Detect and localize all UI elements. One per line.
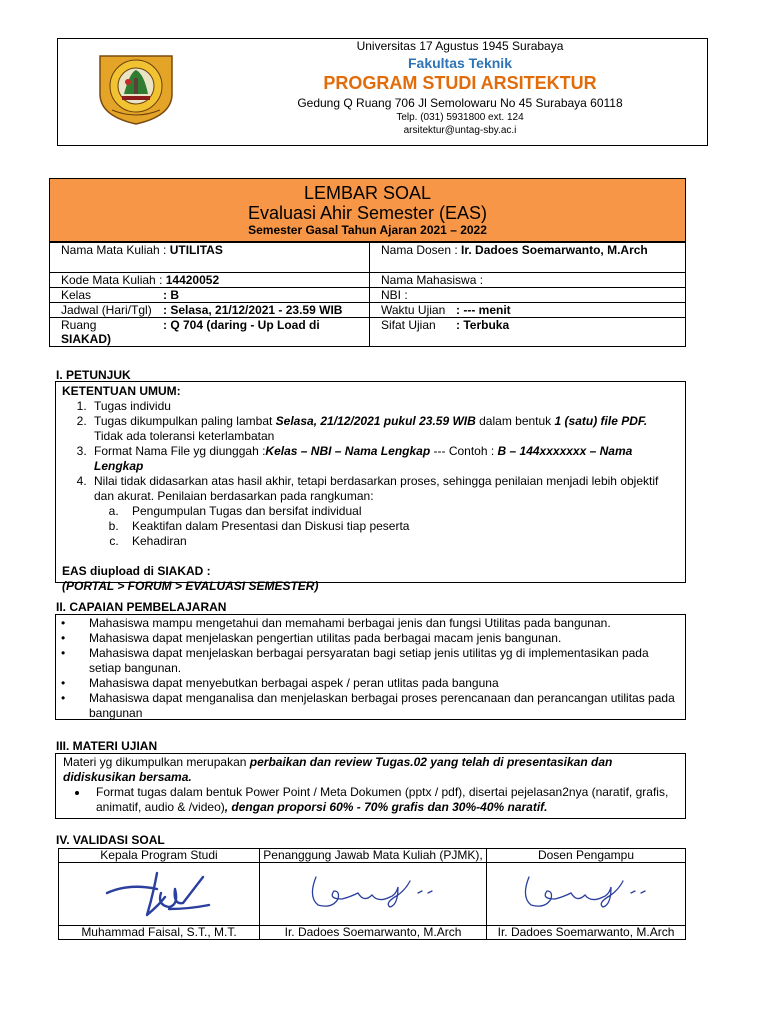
rule-item [90,444,679,474]
validation-table [58,848,686,940]
rule-item [90,414,679,444]
university-logo [92,50,180,126]
rule-2-text-e: Tidak ada toleransi keterlambatan [94,429,275,443]
section-4-heading: IV. VALIDASI SOAL [56,833,165,847]
rule-2-format: 1 (satu) file PDF. [554,414,648,428]
exam-material-box [55,753,686,819]
faculty-name: Fakultas Teknik [407,55,512,71]
program-name: PROGRAM STUDI ARSITEKTUR [323,73,597,93]
rule-3-example: B – 144xxxxxxx – Nama Lengkap [94,444,633,473]
rule-3-filename-format: Kelas – NBI – Nama Lengkap [265,444,431,458]
semester-label: Semester Gasal Tahun Ajaran 2021 – 2022 [248,223,487,237]
section-2-heading: II. CAPAIAN PEMBELAJARAN [56,600,227,614]
nbi-label: NBI : [381,288,408,302]
outcome-item: • Mahasiswa dapat menyebutkan berbagai aspek / peran utlitas pada banguna [56,676,679,691]
schedule-cell [50,303,370,318]
validation-col3-title: Dosen Pengampu [487,849,686,863]
validation-col3-name: Ir. Dadoes Soemarwanto, M.Arch [487,926,686,940]
exam-info-table [50,242,685,346]
course-code-value: 14420052 [165,273,220,287]
rules-list [62,399,679,549]
duration-cell [370,303,686,318]
exam-type-value: : Terbuka [456,318,510,332]
section-1-heading: I. PETUNJUK [56,368,131,382]
rule-2-text-c: dalam bentuk [475,414,555,428]
rule-2-deadline: Selasa, 21/12/2021 pukul 23.59 WIB [275,414,476,428]
university-name: Universitas 17 Agustus 1945 Surabaya [356,39,564,53]
validation-col2-name: Ir. Dadoes Soemarwanto, M.Arch [260,926,487,940]
assessment-item: b. Keaktifan dalam Presentasi dan Diskusi tiap peserta [122,519,679,534]
exam-title-banner [50,179,685,242]
schedule-label: Jadwal (Hari/Tgl) [61,303,152,317]
rule-item [90,474,679,549]
class-value: : B [163,288,179,302]
duration-value: : --- menit [456,303,511,317]
rule-3-text-a: Format Nama File yg diunggah : [94,444,266,458]
assessment-item: c. Kehadiran [122,534,679,549]
outcome-item: • Mahasiswa dapat menjelaskan pengertian utilitas pada berbagai macam jenis bangunan. [56,631,679,646]
signature-course-coordinator [298,869,448,919]
email: arsitektur@untag-sby.ac.i [403,125,517,136]
exam-subtitle: Evaluasi Ahir Semester (EAS) [247,203,488,223]
material-text-a: Materi yg dikumpulkan merupakan [63,755,250,769]
lecturer-value: Ir. Dadoes Soemarwanto, M.Arch [461,243,648,257]
outcome-item: • Mahasiswa dapat menganalisa dan menjelaskan berbagai proses perencanaan dan perancangan utilitas pada bangunan [56,691,679,721]
assessment-list [94,504,679,549]
general-rules-heading: KETENTUAN UMUM: [62,384,181,398]
course-code-cell [50,273,370,288]
validation-col1-name: Muhammad Faisal, S.T., M.T. [59,926,260,940]
nbi-cell [370,288,686,303]
learning-outcomes-box [55,614,686,720]
exam-info-block [49,178,686,347]
exam-title: LEMBAR SOAL [303,183,432,203]
class-cell [50,288,370,303]
exam-type-label: Sifat Ujian [381,318,436,332]
exam-type-cell [370,318,686,347]
material-text-b: perbaikan dan review Tugas.02 yang telah di presentasikan dan didiskusikan bersama. [63,755,613,784]
rule-item [90,399,679,414]
lecturer-label: Nama Dosen : [381,243,462,257]
student-name-cell [370,273,686,288]
rule-2-text-a: Tugas dikumpulkan paling lambat [94,414,276,428]
signature-cell [260,863,487,926]
room-value: : Q 704 (daring - Up Load di SIAKAD) [61,318,320,346]
lecturer-cell [370,243,686,273]
upload-path: (PORTAL > FORUM > EVALUASI SEMESTER) [62,579,319,593]
room-label: Ruang [61,318,97,332]
outcome-item: • Mahasiswa mampu mengetahui dan memahami berbagai jenis dan fungsi Utilitas pada bangunan. [56,616,679,631]
student-name-label: Nama Mahasiswa : [381,273,484,287]
course-name-cell [50,243,370,273]
instructions-box [55,381,686,593]
phone: Telp. (031) 5931800 ext. 124 [396,112,524,123]
material-item-text-a: Format tugas dalam bentuk Power Point / Meta Dokumen (pptx / pdf), disertai pejelasan2nya (naratif, grafis, animatif, audio & /video) [96,785,669,814]
course-name-label: Nama Mata Kuliah : [61,243,170,257]
signature-cell [487,863,686,926]
upload-label: EAS diupload di SIAKAD : [62,564,211,578]
learning-outcomes-list [56,616,679,721]
material-list [63,785,679,815]
assessment-item: a. Pengumpulan Tugas dan bersifat individual [122,504,679,519]
schedule-value: : Selasa, 21/12/2021 - 23.59 WIB [163,303,343,317]
course-code-label: Kode Mata Kuliah : [61,273,166,287]
room-cell [50,318,370,347]
duration-label: Waktu Ujian [381,303,446,317]
material-item [89,785,679,815]
validation-col1-title: Kepala Program Studi [59,849,260,863]
course-name-value: UTILITAS [169,243,223,257]
signature-lecturer [511,869,661,919]
material-paragraph [63,755,679,785]
signature-cell [59,863,260,926]
section-3-heading: III. MATERI UJIAN [56,739,158,753]
validation-col2-title: Penanggung Jawab Mata Kuliah (PJMK), [260,849,487,863]
rule-3-text-c: --- Contoh : [430,444,498,458]
signature-head-of-program [99,865,219,923]
rule-4-text: Nilai tidak didasarkan atas hasil akhir, tetapi berdasarkan proses, sehingga penilaian menjadi lebih objektif dan akurat. Penilaian berdasarkan pada rangkuman: [94,474,659,503]
address: Gedung Q Ruang 706 Jl Semolowaru No 45 Surabaya 60118 [297,96,623,110]
outcome-item: • Mahasiswa dapat menjelaskan berbagai persyaratan bagi setiap jenis utilitas yg di implementasikan pada setiap bangunan. [56,646,679,676]
class-label: Kelas [61,288,92,302]
material-item-text-b: , dengan proporsi 60% - 70% grafis dan 30%-40% naratif. [224,800,548,814]
rule-1-text: Tugas individu [94,399,171,413]
